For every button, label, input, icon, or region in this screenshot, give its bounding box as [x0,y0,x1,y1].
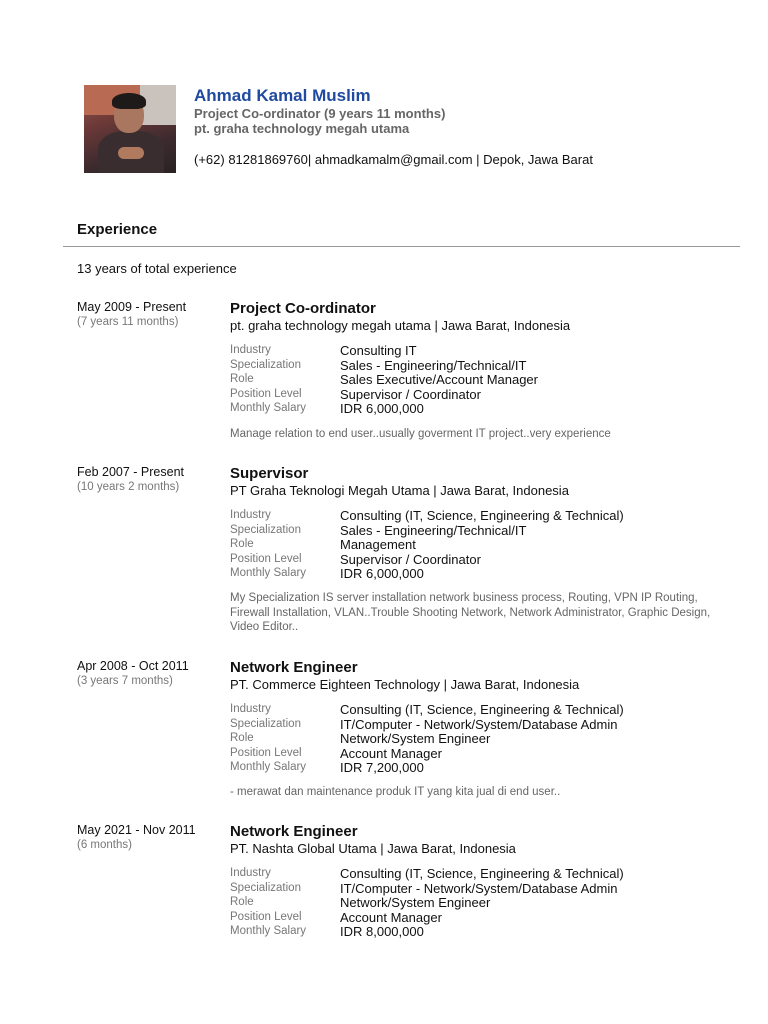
specialization-label: Specialization [230,717,301,730]
industry-value: Consulting (IT, Science, Engineering & Technical) [340,508,624,523]
role-value: Network/System Engineer [340,731,491,747]
job-description: - merawat dan maintenance produk IT yang kita jual di end user.. [230,786,561,798]
specialization-value: Sales - Engineering/Technical/IT [340,522,527,538]
industry-value: Consulting IT [340,343,417,358]
position-level-label: Position Level [230,552,302,565]
job-employer: PT. Commerce Eighteen Technology | Jawa Barat, Indonesia [230,677,580,692]
specialization-label: Specialization [230,358,301,371]
specialization-value: IT/Computer - Network/System/Database Admin [340,716,618,732]
position-level-value: Supervisor / Coordinator [340,386,481,402]
position-level-value: Account Manager [340,909,442,925]
role-label: Role [230,732,254,745]
job-duration: (3 years 7 months) [77,675,173,687]
industry-value: Consulting (IT, Science, Engineering & Technical) [340,702,624,717]
job-dates: May 2021 - Nov 2011 [77,823,196,837]
position-level-label: Position Level [230,746,302,759]
current-position: Project Co-ordinator (9 years 11 months) [194,106,446,121]
job-employer: pt. graha technology megah utama | Jawa Barat, Indonesia [230,318,571,333]
job-duration: (6 months) [77,839,132,851]
role-value: Management [340,537,416,553]
industry-label: Industry [230,509,271,521]
position-level-label: Position Level [230,910,302,923]
total-experience: 13 years of total experience [77,261,237,276]
position-level-value: Supervisor / Coordinator [340,551,481,567]
specialization-value: Sales - Engineering/Technical/IT [340,357,527,373]
industry-label: Industry [230,867,271,879]
monthly-salary-label: Monthly Salary [230,761,307,774]
contact-info: (+62) 81281869760| ahmadkamalm@gmail.com | Depok, Jawa Barat [194,152,593,167]
specialization-label: Specialization [230,881,301,894]
job-details [230,509,730,582]
job-duration: (7 years 11 months) [77,316,179,328]
job-details [230,344,730,417]
job-dates: Feb 2007 - Present [77,465,185,479]
monthly-salary-label: Monthly Salary [230,925,307,938]
job-dates: Apr 2008 - Oct 2011 [77,659,189,673]
industry-label: Industry [230,344,271,356]
job-title: Network Engineer [230,659,358,676]
candidate-name: Ahmad Kamal Muslim [194,86,371,105]
monthly-salary-label: Monthly Salary [230,402,307,415]
specialization-value: IT/Computer - Network/System/Database Admin [340,880,618,896]
job-description: My Specialization IS server installation network business process, Routing, VPN IP Routing, Firewall Installation, VLAN..Trouble Shooting Network, Network Administrator, Graphic Design, Video Editor.. [230,592,711,633]
monthly-salary-value: IDR 7,200,000 [340,760,424,776]
role-value: Sales Executive/Account Manager [340,372,538,388]
current-company: pt. graha technology megah utama [194,121,410,136]
job-details [230,867,730,940]
job-title: Network Engineer [230,823,358,840]
job-title: Supervisor [230,465,309,482]
job-description: Manage relation to end user..usually goverment IT project..very experience [230,428,611,440]
role-label: Role [230,373,254,386]
industry-value: Consulting (IT, Science, Engineering & Technical) [340,866,624,881]
section-divider [63,246,740,247]
job-employer: PT Graha Teknologi Megah Utama | Jawa Barat, Indonesia [230,483,569,498]
specialization-label: Specialization [230,523,301,536]
monthly-salary-value: IDR 6,000,000 [340,566,424,582]
industry-label: Industry [230,703,271,715]
position-level-label: Position Level [230,387,302,400]
role-label: Role [230,538,254,551]
role-label: Role [230,896,254,909]
job-dates: May 2009 - Present [77,300,187,314]
experience-heading: Experience [77,221,158,238]
role-value: Network/System Engineer [340,895,491,911]
profile-photo [84,85,176,173]
monthly-salary-value: IDR 8,000,000 [340,924,424,940]
job-details [230,703,730,776]
monthly-salary-label: Monthly Salary [230,567,307,580]
job-title: Project Co-ordinator [230,300,376,317]
job-duration: (10 years 2 months) [77,481,180,493]
job-employer: PT. Nashta Global Utama | Jawa Barat, Indonesia [230,841,516,856]
position-level-value: Account Manager [340,745,442,761]
monthly-salary-value: IDR 6,000,000 [340,401,424,417]
